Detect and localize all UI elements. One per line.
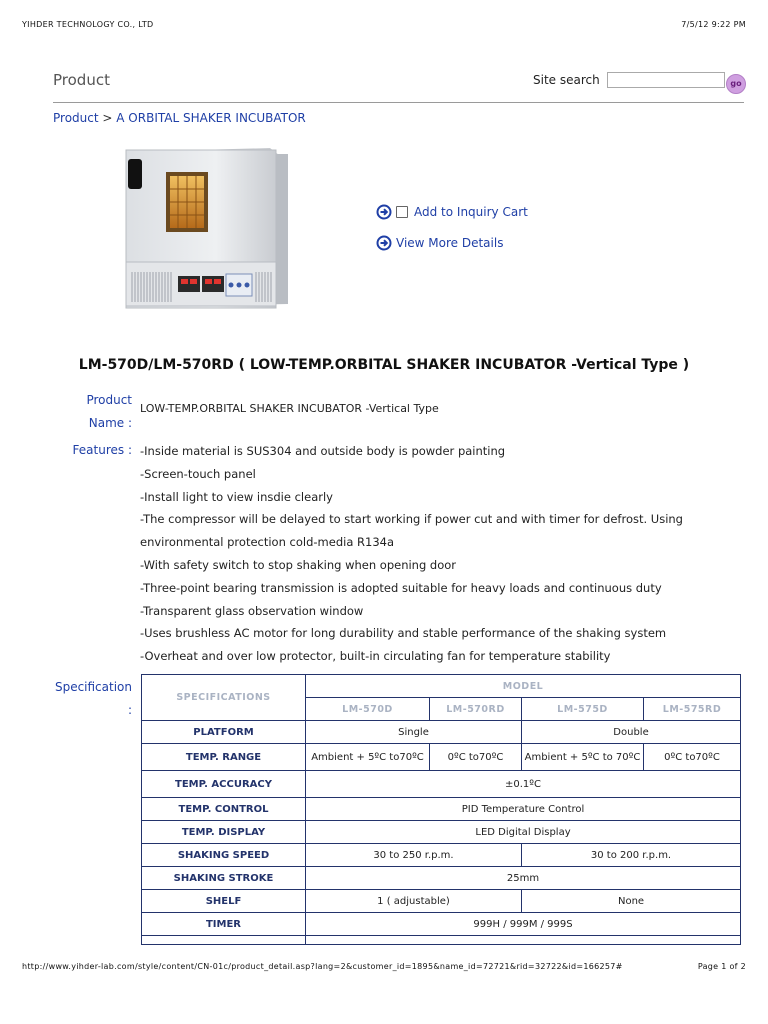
print-datetime: 7/5/12 9:22 PM: [681, 20, 746, 29]
row-label: SHELF: [142, 890, 306, 913]
row-label: TEMP. CONTROL: [142, 798, 306, 821]
specification-label-line2: :: [127, 703, 132, 717]
feature-item: environmental protection cold-media R134a: [140, 535, 395, 550]
print-footer: [22, 962, 746, 971]
model-name: LM-575RD: [644, 698, 741, 721]
add-to-cart-label[interactable]: Add to Inquiry Cart: [414, 205, 528, 219]
feature-item: -The compressor will be delayed to start working if power cut and with timer for defrost. Using: [140, 512, 683, 527]
page-number: Page 1 of 2: [697, 962, 746, 971]
view-more-details[interactable]: [376, 235, 503, 251]
row-label: TEMP. DISPLAY: [142, 821, 306, 844]
product-main-title: LM-570D/LM-570RD ( LOW-TEMP.ORBITAL SHAKER INCUBATOR -Vertical Type ): [78, 357, 690, 373]
breadcrumb-separator: >: [102, 111, 113, 125]
feature-item: -Transparent glass observation window: [140, 603, 364, 618]
table-row: [142, 936, 741, 945]
row-label: PLATFORM: [142, 721, 306, 744]
specification-label: [40, 676, 132, 722]
specifications-header: SPECIFICATIONS: [142, 675, 306, 721]
feature-item: -Screen-touch panel: [140, 466, 256, 481]
model-name: LM-570D: [306, 698, 430, 721]
arrow-right-circle-icon: [376, 204, 392, 220]
model-header: MODEL: [306, 675, 741, 698]
arrow-right-circle-icon: [376, 235, 392, 251]
company-name: YIHDER TECHNOLOGY CO., LTD: [22, 20, 154, 29]
inquiry-cart-checkbox[interactable]: [396, 206, 408, 218]
table-cell: 0ºC to70ºC: [430, 744, 522, 771]
table-cell: 30 to 200 r.p.m.: [522, 844, 741, 867]
table-cell: 0ºC to70ºC: [644, 744, 741, 771]
row-label: TEMP. ACCURACY: [142, 771, 306, 798]
page-url: http://www.yihder-lab.com/style/content/CN-01c/product_detail.asp?lang=2&customer_id=1895&name_id=72721&rid=32722&id=166257#: [22, 962, 623, 971]
model-name: LM-575D: [522, 698, 644, 721]
table-cell: ±0.1ºC: [306, 771, 741, 798]
features-label: Features :: [72, 443, 132, 457]
breadcrumb: [53, 111, 306, 125]
table-row: [142, 744, 741, 771]
table-row: [142, 821, 741, 844]
site-search-label: Site search: [533, 73, 600, 87]
feature-item: -With safety switch to stop shaking when opening door: [140, 557, 457, 572]
row-label: SHAKING SPEED: [142, 844, 306, 867]
table-cell: Double: [522, 721, 741, 744]
table-cell: [142, 936, 306, 945]
product-name-label-line1: Product: [86, 393, 132, 407]
model-name: LM-570RD: [430, 698, 522, 721]
table-cell: 30 to 250 r.p.m.: [306, 844, 522, 867]
product-header: [53, 66, 744, 103]
table-row: [142, 721, 741, 744]
feature-item: -Install light to view insdie clearly: [140, 489, 333, 504]
site-search-input[interactable]: [607, 72, 725, 88]
table-cell: Single: [306, 721, 522, 744]
table-row: [142, 890, 741, 913]
product-name-label-line2: Name :: [88, 416, 132, 430]
table-row: [142, 798, 741, 821]
product-image: [120, 144, 292, 316]
table-cell: LED Digital Display: [306, 821, 741, 844]
table-row: [142, 771, 741, 798]
features-list: [140, 440, 740, 668]
table-cell: 25mm: [306, 867, 741, 890]
table-cell: Ambient + 5ºC to 70ºC: [522, 744, 644, 771]
table-cell: 1 ( adjustable): [306, 890, 522, 913]
page-title: Product: [53, 71, 110, 89]
row-label: TEMP. RANGE: [142, 744, 306, 771]
table-cell: PID Temperature Control: [306, 798, 741, 821]
product-name-value: LOW-TEMP.ORBITAL SHAKER INCUBATOR -Vertical Type: [140, 402, 439, 415]
feature-item: -Inside material is SUS304 and outside body is powder painting: [140, 444, 506, 458]
table-cell: Ambient + 5ºC to70ºC: [306, 744, 430, 771]
specification-label-line1: Specification: [54, 680, 132, 694]
breadcrumb-product-link[interactable]: Product: [53, 111, 99, 125]
breadcrumb-current-link[interactable]: A ORBITAL SHAKER INCUBATOR: [116, 111, 306, 125]
search-go-button[interactable]: go: [726, 74, 746, 94]
table-row: [142, 913, 741, 936]
row-label: SHAKING STROKE: [142, 867, 306, 890]
table-cell: None: [522, 890, 741, 913]
view-details-label[interactable]: View More Details: [396, 236, 504, 250]
table-row: [142, 844, 741, 867]
specification-table: [141, 674, 741, 945]
table-cell: 999H / 999M / 999S: [306, 913, 741, 936]
print-header: [22, 20, 746, 29]
product-name-label: [40, 389, 132, 435]
feature-item: -Three-point bearing transmission is adopted suitable for heavy loads and continuous duty: [140, 580, 662, 595]
row-label: TIMER: [142, 913, 306, 936]
table-row: [142, 867, 741, 890]
feature-item: -Overheat and over low protector, built-in circulating fan for temperature stability: [140, 649, 611, 664]
feature-item: -Uses brushless AC motor for long durability and stable performance of the shaking system: [140, 626, 667, 641]
table-cell: [306, 936, 741, 945]
add-to-inquiry-cart[interactable]: [376, 204, 528, 220]
